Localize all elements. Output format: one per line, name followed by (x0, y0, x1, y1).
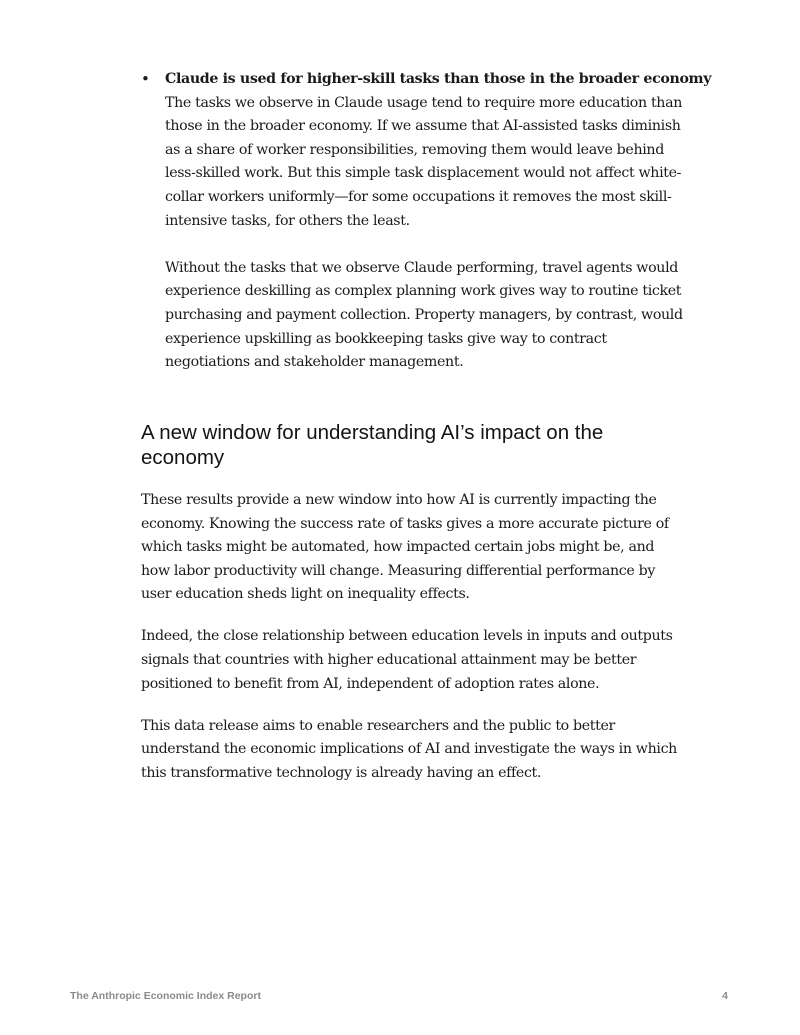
page-number: 4 (722, 990, 728, 1002)
section-heading: A new window for understanding AI’s impact on the economy (141, 421, 604, 469)
bullet-heading: Claude is used for higher-skill tasks than those in the broader economy (165, 71, 712, 87)
bullet-paragraph: Without the tasks that we observe Claude performing, travel agents would experience deskilling as complex planning work gives way to routine ticket purchasing and payment collection. Property managers, by contrast, would experience upskilling as bookkeeping tasks give way to contract negotiations and stakeholder management. (165, 259, 683, 371)
footer-report-title: The Anthropic Economic Index Report (70, 990, 261, 1002)
body-paragraph: This data release aims to enable researchers and the public to better understand the economic implications of AI and investigate the ways in which this transformative technology is already having an effect. (141, 717, 677, 781)
body-paragraph: Indeed, the close relationship between education levels in inputs and outputs signals that countries with higher educational attainment may be better positioned to benefit from AI, independent of adoption rates alone. (141, 628, 673, 692)
bullet-item (141, 68, 712, 375)
bullet-paragraph: The tasks we observe in Claude usage tend to require more education than those in the broader economy. If we assume that AI-assisted tasks diminish as a share of worker responsibilities, removing them would leave behind less-skilled work. But this simple task displacement would not affect white-collar workers uniformly—for some occupations it removes the most skill-intensive tasks, for others the least. (165, 94, 682, 229)
body-paragraph: These results provide a new window into how AI is currently impacting the economy. Knowing the success rate of tasks gives a more accurate picture of which tasks might be automated, how impacted certain jobs might be, and how labor productivity will change. Measuring differential performance by user education sheds light on inequality effects. (141, 492, 669, 603)
bullet-body (165, 68, 712, 375)
bullet-marker: • (141, 70, 150, 88)
section-body (141, 489, 681, 786)
